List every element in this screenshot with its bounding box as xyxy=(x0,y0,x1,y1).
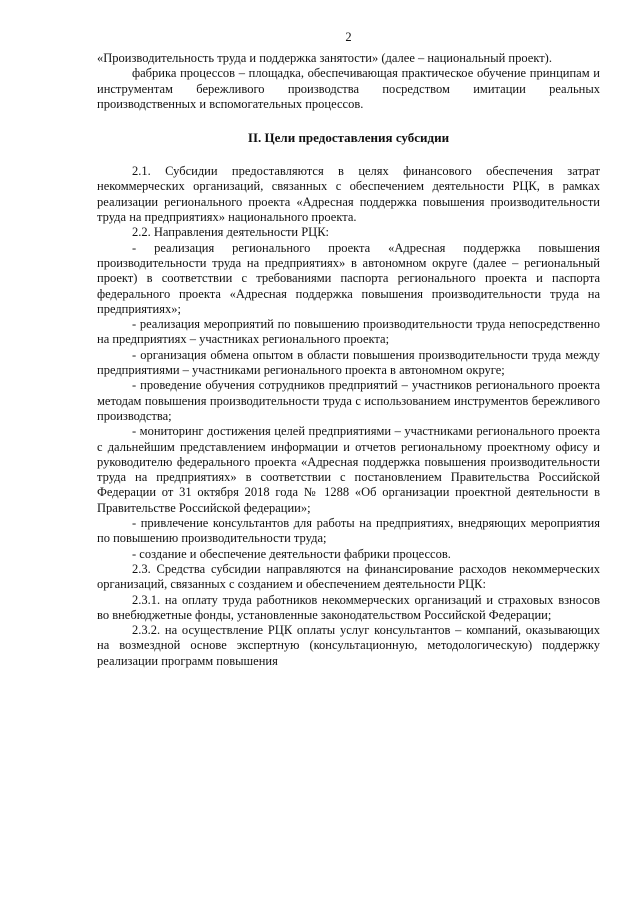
page-number: 2 xyxy=(345,30,352,44)
paragraph-2-3-1: 2.3.1. на оплату труда работников некоммерческих организаций и страховых взносов во внебюджетные фонды, установленные законодательством Российской Федерации; xyxy=(97,592,600,622)
list-item-experience-exchange: - организация обмена опытом в области повышения производительности труда между предприятиями – участниками регионального проекта в автономном округе; xyxy=(97,347,600,378)
paragraph-2-1: 2.1. Субсидии предоставляются в целях финансового обеспечения затрат некоммерческих организаций, связанных с обеспечением деятельности РЦК, в рамках реализации регионального проекта «Адресная поддержка повышения производительности труда на предприятиях» национального проекта. xyxy=(97,164,600,225)
section-heading: II. Цели предоставления субсидии xyxy=(247,130,450,146)
paragraph-2-3: 2.3. Средства субсидии направляются на финансирование расходов некоммерческих организаций, связанных с созданием и обеспечением деятельности РЦК: xyxy=(97,561,600,592)
intro-paragraph-definition: фабрика процессов – площадка, обеспечивающая практическое обучение принципам и инструментам бережливого производства посредством имитации реальных производственных и вспомогательных процессов. xyxy=(97,66,600,111)
paragraph-2-2: 2.2. Направления деятельности РЦК: xyxy=(132,225,330,240)
intro-paragraph-continuation: «Производительность труда и поддержка занятости» (далее – национальный проект). xyxy=(97,51,552,65)
list-item-measures: - реализация мероприятий по повышению производительности труда непосредственно на предприятиях – участниках регионального проекта; xyxy=(97,317,600,347)
list-item-monitoring: - мониторинг достижения целей предприятиями – участниками регионального проекта с дальнейшим представлением информации и отчетов региональному проектному офису и руководителю федерального проекта «Адресная поддержка повышения производительности труда на предприятиях» в соответствии с постановлением Правительства Российской Федерации от 31 октября 2018 года № 1288 «Об организации проектной деятельности в Правительстве Российской федерации»; xyxy=(97,424,600,515)
list-item-regional-project: - реализация регионального проекта «Адресная поддержка повышения производительности труда на предприятиях» в автономном округе (далее – региональный проект) в соответствии с требованиями паспорта регионального проекта и паспорта федерального проекта «Адресная поддержка повышения производительности труда на предприятиях»; xyxy=(97,240,600,316)
paragraph-2-3-2: 2.3.2. на осуществление РЦК оплаты услуг консультантов – компаний, оказывающих на возмездной основе экспертную (консультационную, методологическую) поддержку реализации программ повышения xyxy=(97,623,600,668)
list-item-consultants: - привлечение консультантов для работы на предприятиях, внедряющих мероприятия по повышению производительности труда; xyxy=(97,516,600,546)
list-item-training: - проведение обучения сотрудников предприятий – участников регионального проекта методам повышения производительности труда с использованием инструментов бережливого производства; xyxy=(97,378,600,423)
list-item-process-factory: - создание и обеспечение деятельности фабрики процессов. xyxy=(132,546,451,561)
